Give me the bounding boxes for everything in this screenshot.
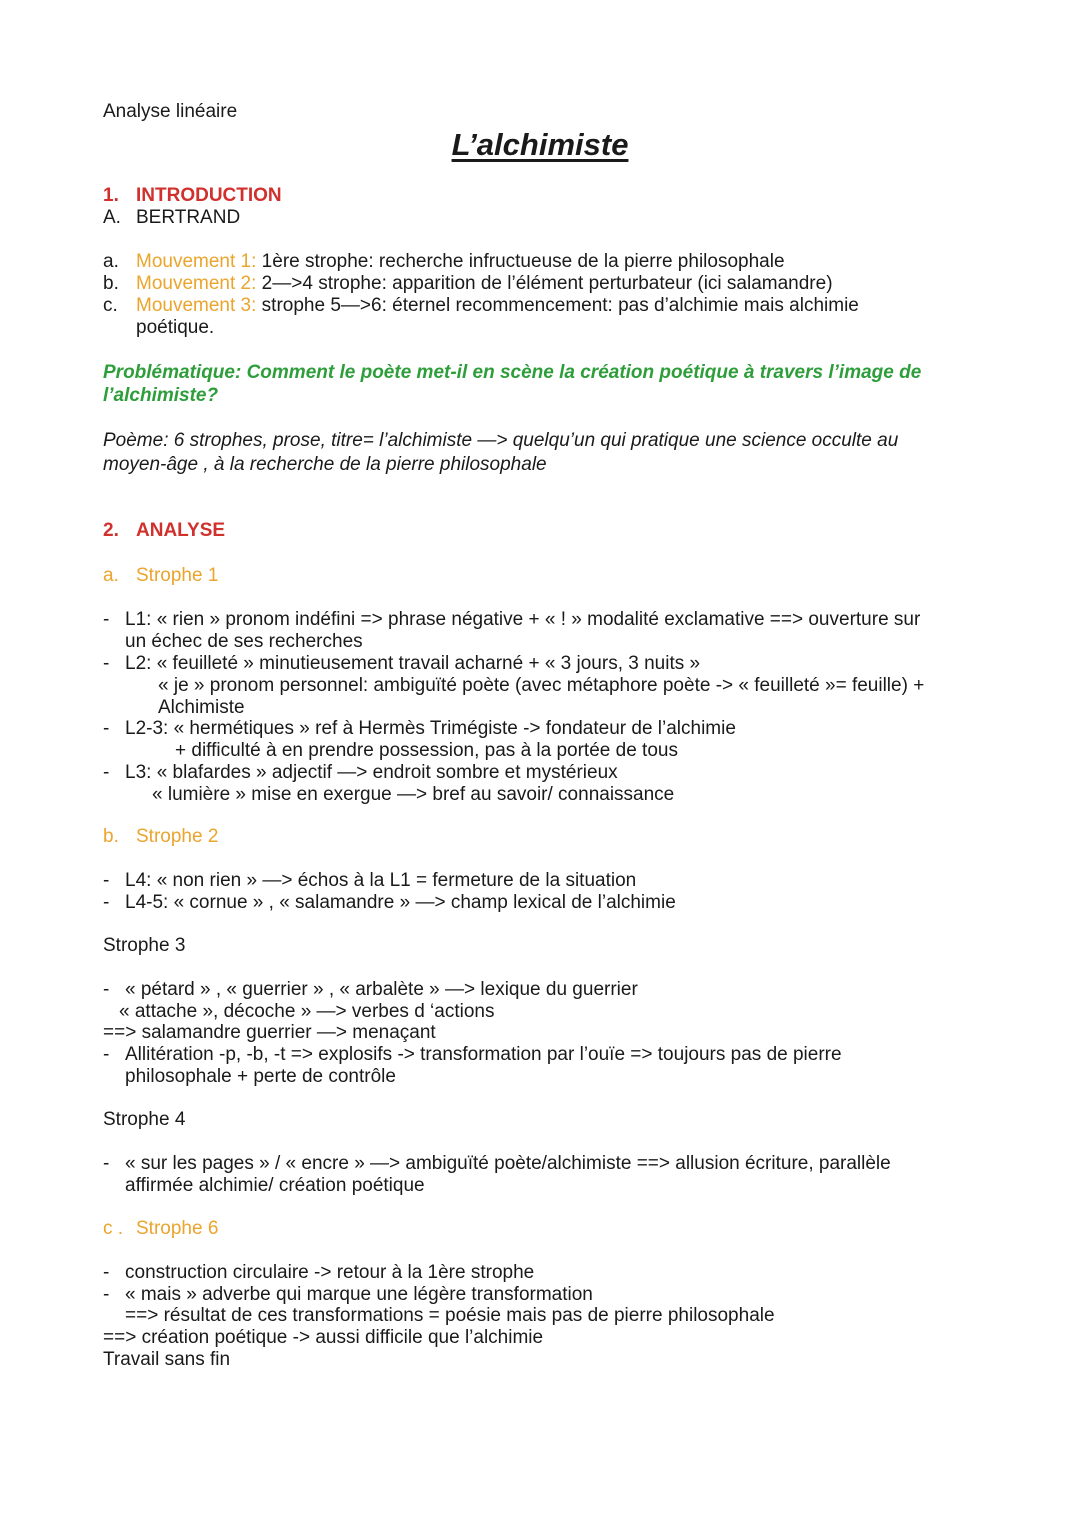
bullet-continued: Alchimiste (158, 697, 245, 718)
movement-letter: a. (103, 251, 119, 272)
subheading-strophe-4: Strophe 4 (103, 1109, 186, 1130)
subheading-strophe-2 (103, 826, 218, 848)
movement-text: 1ère strophe: recherche infructueuse de la pierre philosophale (256, 251, 785, 272)
bullet-continued: affirmée alchimie/ création poétique (125, 1175, 425, 1196)
subheading-title: Strophe 6 (136, 1218, 219, 1239)
poem-description: Poème: 6 strophes, prose, titre= l’alchimiste —> quelqu’un qui pratique une science occulte au (103, 430, 899, 451)
bullet-item (103, 1284, 593, 1306)
bullet-dash: - (103, 1153, 110, 1174)
movement-label: Mouvement 2: (136, 273, 257, 294)
conclusion-line: ==> création poétique -> aussi difficile que l’alchimie (103, 1327, 544, 1348)
movement-text-continued: poétique. (136, 317, 215, 338)
problematique-continued: l’alchimiste? (103, 385, 219, 406)
subheading-letter: a. (103, 565, 119, 586)
bullet-item (103, 870, 636, 892)
bullet-item (103, 1044, 842, 1066)
subheading-strophe-3: Strophe 3 (103, 935, 186, 956)
bullet-text: L4: « non rien » —> échos à la L1 = fermeture de la situation (125, 870, 637, 891)
movement-item (103, 295, 859, 317)
bullet-continued: ==> résultat de ces transformations = poésie mais pas de pierre philosophale (125, 1305, 775, 1326)
bullet-text: L2: « feuilleté » minutieusement travail acharné + « 3 jours, 3 nuits » (125, 653, 701, 674)
bullet-dash: - (103, 762, 110, 783)
section-number: 1. (103, 185, 119, 206)
bullet-dash: - (103, 1262, 110, 1283)
bullet-text: L3: « blafardes » adjectif —> endroit sombre et mystérieux (125, 762, 618, 783)
bullet-dash: - (103, 870, 110, 891)
page-title: L’alchimiste (451, 127, 629, 162)
bullet-continued: « lumière » mise en exergue —> bref au savoir/ connaissance (152, 784, 675, 805)
movement-label: Mouvement 1: (136, 251, 257, 272)
bullet-text: Allitération -p, -b, -t => explosifs -> transformation par l’ouïe => toujours pas de pierre (125, 1044, 842, 1065)
subheading-letter: c . (103, 1218, 124, 1239)
bullet-dash: - (103, 1044, 110, 1065)
bullet-dash: - (103, 979, 110, 1000)
author-prefix: A. (103, 207, 121, 228)
bullet-dash: - (103, 718, 110, 739)
movement-label: Mouvement 3: (136, 295, 257, 316)
section-heading-analyse (103, 520, 225, 542)
subheading-title: Strophe 1 (136, 565, 219, 586)
bullet-dash: - (103, 1284, 110, 1305)
bullet-continued: un échec de ses recherches (125, 631, 363, 652)
subheading-strophe-1 (103, 565, 218, 587)
bullet-item (103, 979, 638, 1001)
problematique: Problématique: Comment le poète met-il en scène la création poétique à travers l’image de (103, 362, 922, 383)
bullet-text: construction circulaire -> retour à la 1ère strophe (125, 1262, 535, 1283)
bullet-dash: - (103, 653, 110, 674)
bullet-dash: - (103, 609, 110, 630)
bullet-text: L1: « rien » pronom indéfini => phrase négative + « ! » modalité exclamative ==> ouverture sur (125, 609, 921, 630)
movement-text: strophe 5—>6: éternel recommencement: pas d’alchimie mais alchimie (256, 295, 859, 316)
bullet-continued: « attache », décoche » —> verbes d ‘actions (119, 1001, 495, 1022)
movement-letter: c. (103, 295, 118, 316)
bullet-item (103, 892, 676, 914)
section-heading-introduction (103, 185, 282, 207)
section-title: INTRODUCTION (136, 185, 282, 206)
bullet-continued: + difficulté à en prendre possession, pas à la portée de tous (175, 740, 678, 761)
movement-item (103, 273, 833, 295)
bullet-item (103, 762, 618, 784)
subheading-title: Strophe 2 (136, 826, 219, 847)
subheading-letter: b. (103, 826, 119, 847)
bullet-item (103, 609, 920, 631)
section-title: ANALYSE (136, 520, 226, 541)
bullet-text: L2-3: « hermétiques » ref à Hermès Trimégiste -> fondateur de l’alchimie (125, 718, 736, 739)
subheading-strophe-6 (103, 1218, 218, 1240)
bullet-text: L4-5: « cornue » , « salamandre » —> champ lexical de l’alchimie (125, 892, 676, 913)
movement-letter: b. (103, 273, 119, 294)
bullet-text: « pétard » , « guerrier » , « arbalète » —> lexique du guerrier (125, 979, 638, 1000)
poem-description-continued: moyen-âge , à la recherche de la pierre philosophale (103, 454, 547, 475)
bullet-item (103, 1262, 534, 1284)
conclusion-line: ==> salamandre guerrier —> menaçant (103, 1022, 436, 1043)
author-line (103, 207, 240, 229)
bullet-item (103, 1153, 891, 1175)
document-label: Analyse linéaire (103, 101, 238, 122)
bullet-dash: - (103, 892, 110, 913)
bullet-continued: « je » pronom personnel: ambiguïté poète (avec métaphore poète -> « feuilleté »= feuille) + (158, 675, 925, 696)
section-number: 2. (103, 520, 119, 541)
bullet-item (103, 718, 736, 740)
bullet-continued: philosophale + perte de contrôle (125, 1066, 396, 1087)
author-name: BERTRAND (136, 207, 241, 228)
bullet-text: « sur les pages » / « encre » —> ambiguïté poète/alchimiste ==> allusion écriture, parallèle (125, 1153, 891, 1174)
bullet-text: « mais » adverbe qui marque une légère transformation (125, 1284, 593, 1305)
movement-item (103, 251, 785, 273)
bullet-item (103, 653, 700, 675)
closing-line: Travail sans fin (103, 1349, 231, 1370)
movement-text: 2—>4 strophe: apparition de l’élément perturbateur (ici salamandre) (256, 273, 833, 294)
